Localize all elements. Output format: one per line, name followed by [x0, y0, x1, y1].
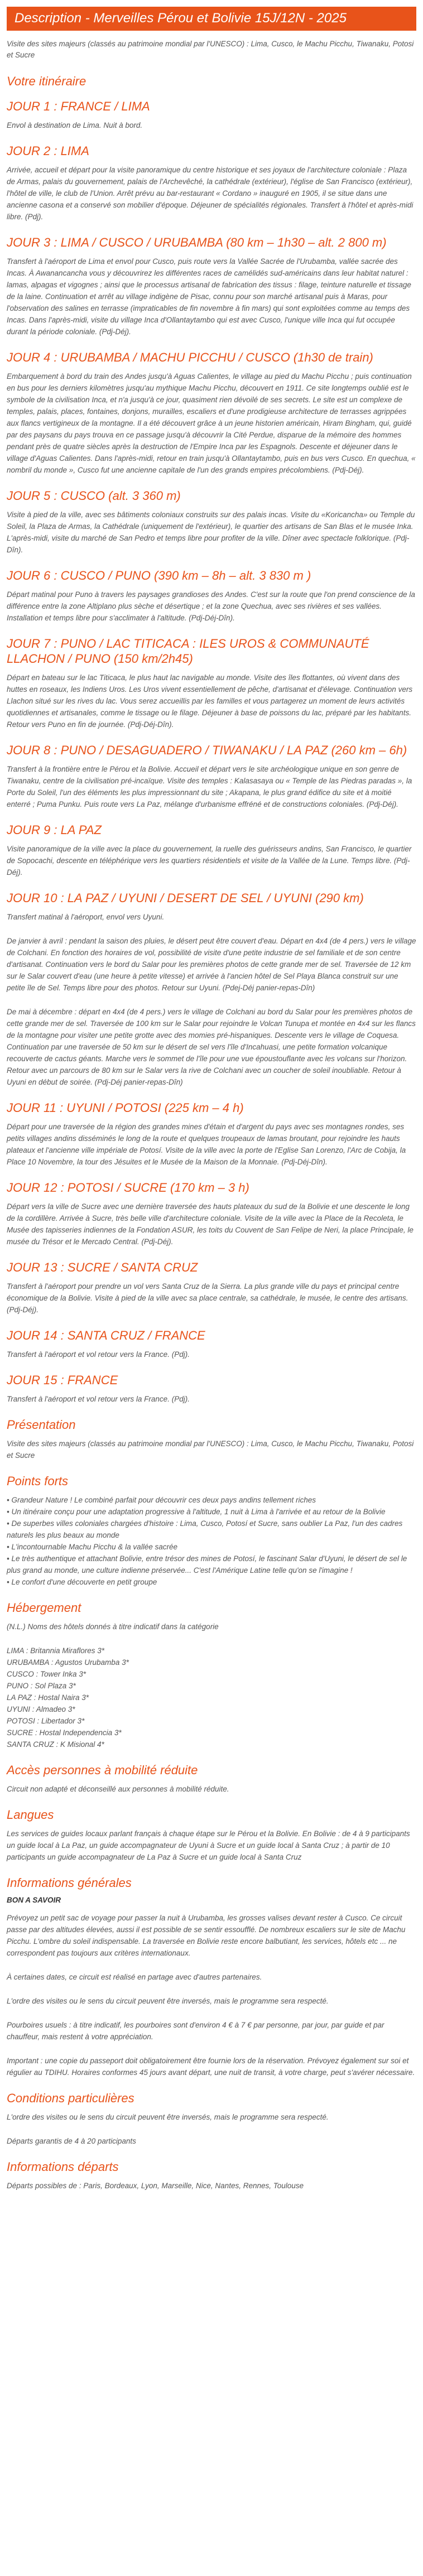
hotel-list — [7, 1645, 416, 1750]
intro-text: Visite des sites majeurs (classés au patrimoine mondial par l'UNESCO) : Lima, Cusco, le Machu Picchu, Tiwanaku, Potosi et Sucre — [7, 40, 414, 59]
day-2-text: Arrivée, accueil et départ pour la visite panoramique du centre historique et ses joyaux de l'architecture coloniale : Plaza de Armas, palais du gouvernement, palais de l'Archevêché, la cathédrale (extérieur), l'église de San Francisco (extérieur), l'hôtel de ville, le club de l'Union. Arrêt prévu au bar-restaurant « Cordano » inauguré en 1905, il se situe dans une ancienne casona et a conservé son mobilier d'époque. Déjeuner de spécialités régionales. Transfert à l'hôtel et après-midi libre. (Pdj). — [7, 166, 414, 221]
infos-p4: Pourboires usuels : à titre indicatif, les pourboires sont d'environ 4 € à 7 € par personne, par jour, par guide et par chauffeur, mais restent à votre appréciation. — [7, 2021, 384, 2041]
list-item: SUCRE : Hostal Independencia 3* — [7, 1728, 122, 1737]
points-forts-title: Points forts — [7, 1474, 69, 1488]
day-6-text: Départ matinal pour Puno à travers les paysages grandioses des Andes. C'est sur la route que l'on prend conscience de la différence entre la zone Altiplano plus sèche et désertique ; et la zone Quechua, avec ses rivières et ses vallées. Installation et temps libre pour s'acclimater à l'altitude. (Pdj-Déj-Dîn). — [7, 590, 415, 622]
day-12-text: Départ vers la ville de Sucre avec une dernière traversée des hauts plateaux du sud de la Bolivie et une descente le long de la cordillère. Arrivée à Sucre, très belle ville d'architecture coloniale. Visite de la ville avec la Place de la Recoleta, le Musée des tapisseries indiennes de la Fondation ASUR, les toits du Couvent de San Felipe de Neri, la place Principale, le musée du Trésor et le Mercado Central. (Pdj-Déj). — [7, 1202, 414, 1246]
day-15-title: JOUR 15 : FRANCE — [7, 1373, 118, 1387]
presentation-title: Présentation — [7, 1418, 76, 1432]
infos-p2: À certaines dates, ce circuit est réalisé en partage avec d'autres partenaires. — [7, 1973, 262, 1981]
day-4-title: JOUR 4 : URUBAMBA / MACHU PICCHU / CUSCO (1h30 de train) — [7, 350, 373, 364]
acces-title: Accès personnes à mobilité réduite — [7, 1763, 198, 1777]
day-3-title: JOUR 3 : LIMA / CUSCO / URUBAMBA (80 km – 1h30 – alt. 2 800 m) — [7, 235, 387, 249]
day-14-title: JOUR 14 : SANTA CRUZ / FRANCE — [7, 1328, 205, 1342]
day-14-text: Transfert à l'aéroport et vol retour vers la France. (Pdj). — [7, 1350, 190, 1359]
list-item: • Le confort d'une découverte en petit groupe — [7, 1578, 157, 1586]
langues-text: Les services de guides locaux parlant français à chaque étape sur le Pérou et la Bolivie. En Bolivie : de 4 à 9 participants un guide local à La Paz, un guide accompagnateur de Uyuni à Sucre et un guide local à Santa Cruz ; à partir de 10 participants un guide accompagnateur de La Paz à Sucre et un guide local à Santa Cruz — [7, 1829, 410, 1861]
day-10-text: Transfert matinal à l'aéroport, envol vers Uyuni. — [7, 913, 165, 921]
conditions-p1: L'ordre des visites ou le sens du circuit peuvent être inversés, mais le programme sera respecté. — [7, 2113, 329, 2121]
list-item: • L'incontournable Machu Picchu & la vallée sacrée — [7, 1543, 177, 1551]
day-10-text-dry-season: De mai à décembre : départ en 4x4 (de 4 pers.) vers le village de Colchani au bord du Salar pour les premières photos de cette grande mer de sel. Traversée de 100 km sur le Salar pour rejoindre le Volcan Tunupa et montée en 4x4 sur les flancs de la montagne pour visiter une petite grotte avec des momies pré-hispaniques. Descente vers le village de Coquesa. Continuation par une traversée de 50 km sur le désert de sel vers l'île d'Incahuasi, une petite formation volcanique recouverte de cactus géants. Marche vers le sommet de l'île pour une vue époustouflante avec les volcans sur l'horizon. Retour avec un parcours de 80 km sur le Salar vers la rive de Colchani avec un coucher de soleil inoubliable. Retour à Uyuni en début de soirée. (Pdj-Déj panier-repas-Dîn) — [7, 1008, 416, 1086]
day-3-text: Transfert à l'aéroport de Lima et envol pour Cusco, puis route vers la Vallée Sacrée de l'Urubamba, vallée sacrée des Incas. À Awanancancha vous y découvrirez les différentes races de camélidés sud-américains dans leur habitat naturel : lamas, alpagas et vigognes ; ainsi que le processus artisanal de fabrication des tissus : filage, teinture naturelle et tissage de la laine. Continuation et arrêt au village indigène de Pisac, connu pour son marché artisanal puis à Maras, pour l'observation des salines en terrasse (impraticables de fin novembre à fin mars) qui sont exploitées comme au temps des Incas. Dans l'après-midi, visite du village Inca d'Ollantaytambo qui est avec Cusco, l'unique ville Inca qui fut occupée durant la période coloniale. (Pdj-Déj). — [7, 257, 411, 336]
day-8-text: Transfert à la frontière entre le Pérou et la Bolivie. Accueil et départ vers le site archéologique unique en son genre de Tiwanaku, centre de la civilisation pré-incaïque. Visite des temples : Kalasasaya ou « Temple de las Piedras paradas », la Porte du Soleil, l'un des éléments les plus impressionnant du site ; Akapana, le plus grand édifice du site et à moitié enterré ; Puma Punku. Puis route vers La Paz, mélange d'urbanisme effréné et de constructions coloniales. (Pdj-Déj). — [7, 765, 412, 808]
day-10-title: JOUR 10 : LA PAZ / UYUNI / DESERT DE SEL / UYUNI (290 km) — [7, 891, 364, 905]
conditions-title: Conditions particulières — [7, 2091, 134, 2105]
conditions-p2: Départs garantis de 4 à 20 participants — [7, 2137, 136, 2145]
day-1-text: Envol à destination de Lima. Nuit à bord. — [7, 121, 143, 129]
list-item: • Le très authentique et attachant Bolivie, entre trésor des mines de Potosí, le fascinant Salar d'Uyuni, le désert de sel le plus grand au monde, une culture indienne préservée... C'est l'Amérique Latine telle qu'on se l'imagine ! — [7, 1554, 407, 1575]
day-11-text: Départ pour une traversée de la région des grandes mines d'étain et d'argent du pays avec ses montagnes rondes, ses petits villages andins disséminés le long de la route et quelques troupeaux de lamas broutant, pour rejoindre les hauts plateaux et l'ancienne ville impériale de Potosí. Visite de la ville avec la porte de l'Eglise San Lorenzo, l'Arc de Cobija, la Place 10 Novembre, la tour des Jésuites et le Musée de la Maison de la Monnaie. (Pdj-Déj-Dîn). — [7, 1123, 406, 1166]
itinerary-title: Votre itinéraire — [7, 74, 86, 88]
day-9-text: Visite panoramique de la ville avec la place du gouvernement, la ruelle des guérisseurs andins, San Francisco, le quartier de Sopocachi, descente en téléphérique vers les quartiers résidentiels et visite de la Vallée de la Lune. Temps libre. (Pdj-Déj). — [7, 845, 412, 877]
departs-title: Informations départs — [7, 2160, 119, 2174]
itinerary — [7, 99, 416, 1405]
day-4-text: Embarquement à bord du train des Andes jusqu'à Aguas Calientes, le village au pied du Machu Picchu ; puis continuation en bus pour les derniers kilomètres jusqu'au mythique Machu Picchu, découvert en 1911. Ce site longtemps oublié est le symbole de la civilisation Inca, et n'a jusqu'à ce jour, quasiment rien dévoilé de ses secrets. Le site est un complexe de temples, palais, places, fontaines, donjons, murailles, escaliers et d'une prodigieuse architecture de terrasses agrippées aux flancs vertigineux de la montagne. Il a été découvert grâce à un jeune historien américain, Hiram Bingham, qui, guidé par des paysans du pays trouva en ce passage jusqu'à découvrir la Cité Perdue, disparue de la mémoire des hommes pendant près de quatre siècles après la destruction de l'Empire Inca par les Espagnols. Descente et déjeuner dans le village d'Aguas Calientes. Dans l'après-midi, retour en train jusqu'à Ollantaytambo, puis en bus vers Cusco. En quechua, « nombril du monde », Cusco fut une ancienne capitale de l'un des grands empires précolombiens. (Pdj-Déj). — [7, 372, 416, 474]
departs-text: Départs possibles de : Paris, Bordeaux, Lyon, Marseille, Nice, Nantes, Rennes, Toulouse — [7, 2182, 304, 2190]
day-2-title: JOUR 2 : LIMA — [7, 144, 89, 158]
list-item: • De superbes villes coloniales chargées d'histoire : Lima, Cusco, Potosí et Sucre, sans oublier La Paz, l'un des cadres naturels les plus beaux au monde — [7, 1519, 403, 1539]
langues-title: Langues — [7, 1808, 54, 1822]
list-item: UYUNI : Almadeo 3* — [7, 1705, 75, 1713]
day-10-text-wet-season: De janvier à avril : pendant la saison des pluies, le désert peut être couvert d'eau. Départ en 4x4 (de 4 pers.) vers le village de Colchani. En fonction des horaires de vol, possibilité de visite d'une petite industrie de sel familiale et de son centre d'artisanat. Continuation vers le bord du Salar pour les premières photos de cette grande mer de sel. Traversée de 12 km sur le Salar couvert d'eau (une heure à petite vitesse) et arrivée à l'ancien hôtel de Sel Playa Blanca construit sur une petite île de Sel. Temps libre pour des photos. Retour sur Uyuni. (Pdej-Déj panier-repas-Dîn) — [7, 937, 416, 992]
infos-p5: Important : une copie du passeport doit obligatoirement être fournie lors de la réservation. Prévoyez également sur soi et régulier au TDIHU. Horaires conformes 45 jours avant départ, une nuit de transit, à votre charge, peut s'avérer nécessaire. — [7, 2057, 415, 2077]
list-item: POTOSI : Libertador 3* — [7, 1717, 85, 1725]
hebergement-note: (N.L.) Noms des hôtels donnés à titre indicatif dans la catégorie — [7, 1622, 219, 1631]
day-8-title: JOUR 8 : PUNO / DESAGUADERO / TIWANAKU / LA PAZ (260 km – 6h) — [7, 743, 407, 757]
infos-subhead: BON A SAVOIR — [7, 1896, 61, 1904]
infos-p1: Prévoyez un petit sac de voyage pour passer la nuit à Urubamba, les grosses valises devant rester à Cusco. Ce circuit passe par des altitudes élevées, aussi il est possible de se sentir essoufflé. De nombreux escaliers sur le site de Machu Picchu. L'ombre du soleil indispensable. La traversée en Bolivie reste encore balbutiant, les services, hôtels etc ... ne correspondent pas toujours aux critères internationaux. — [7, 1914, 406, 1957]
list-item: CUSCO : Tower Inka 3* — [7, 1670, 86, 1678]
day-5-title: JOUR 5 : CUSCO (alt. 3 360 m) — [7, 489, 181, 503]
list-item: PUNO : Sol Plaza 3* — [7, 1682, 76, 1690]
acces-text: Circuit non adapté et déconseillé aux personnes à mobilité réduite. — [7, 1785, 229, 1793]
day-5-text: Visite à pied de la ville, avec ses bâtiments coloniaux construits sur des palais incas. Visite du «Koricancha» ou Temple du Soleil, la Plaza de Armas, la Cathédrale (uniquement de l'extérieur), le quartier des artisans de San Blas et le musée Inka. L'après-midi, visite du marché de San Pedro et temps libre pour profiter de la ville. Dîner avec spectacle folklorique. (Pdj-Dîn). — [7, 511, 415, 554]
list-item: • Un itinéraire conçu pour une adaptation progressive à l'altitude, 1 nuit à Lima à l'arrivée et au retour de la Bolivie — [7, 1508, 386, 1516]
day-12-title: JOUR 12 : POTOSI / SUCRE (170 km – 3 h) — [7, 1181, 249, 1195]
infos-p3: L'ordre des visites ou le sens du circuit peuvent être inversés, mais le programme sera respecté. — [7, 1997, 329, 2005]
list-item: • Grandeur Nature ! Le combiné parfait pour découvrir ces deux pays andins tellement riches — [7, 1496, 316, 1504]
day-13-text: Transfert à l'aéroport pour prendre un vol vers Santa Cruz de la Sierra. La plus grande ville du pays et principal centre économique de la Bolivie. Visite à pied de la ville avec sa place centrale, sa cathédrale, le musée, le centre des artisans. (Pdj-Déj). — [7, 1282, 408, 1314]
hebergement-title: Hébergement — [7, 1601, 81, 1615]
day-7-text: Départ en bateau sur le lac Titicaca, le plus haut lac navigable au monde. Visite des îles flottantes, où vivent dans des huttes en roseaux, les Indiens Uros. Les Uros vivent essentiellement de pêche, d'artisanat et d'élevage. Continuation vers Llachon situé sur les rives du lac. Vous serez accueillis par les familles et vous partagerez un moment de leurs activités quotidiennes et artisanales, comme le tissage ou le filage. Déjeuner à base de poissons du lac, préparé par les habitants. Retour vers Puno en fin de journée. (Pdj-Déj-Dîn). — [7, 673, 413, 729]
description-title: Description - Merveilles Pérou et Bolivie 15J/12N - 2025 — [7, 7, 416, 31]
day-6-title: JOUR 6 : CUSCO / PUNO (390 km – 8h – alt. 3 830 m ) — [7, 569, 311, 582]
list-item: LIMA : Britannia Miraflores 3* — [7, 1646, 105, 1655]
infos-title: Informations générales — [7, 1876, 132, 1890]
list-item: URUBAMBA : Agustos Urubamba 3* — [7, 1658, 129, 1667]
day-1-title: JOUR 1 : FRANCE / LIMA — [7, 99, 150, 113]
list-item: LA PAZ : Hostal Naira 3* — [7, 1693, 89, 1702]
page — [0, 7, 423, 2192]
day-7-title: JOUR 7 : PUNO / LAC TITICACA : ILES UROS & COMMUNAUTÉ LLACHON / PUNO (150 km/2h45) — [7, 637, 369, 666]
day-11-title: JOUR 11 : UYUNI / POTOSI (225 km – 4 h) — [7, 1101, 244, 1115]
day-13-title: JOUR 13 : SUCRE / SANTA CRUZ — [7, 1260, 198, 1274]
presentation-text: Visite des sites majeurs (classés au patrimoine mondial par l'UNESCO) : Lima, Cusco, le Machu Picchu, Tiwanaku, Potosi et Sucre — [7, 1439, 414, 1460]
list-item: SANTA CRUZ : K Misional 4* — [7, 1740, 104, 1749]
day-9-title: JOUR 9 : LA PAZ — [7, 823, 102, 837]
day-15-text: Transfert à l'aéroport et vol retour vers la France. (Pdj). — [7, 1395, 190, 1403]
points-forts-list — [7, 1494, 416, 1588]
